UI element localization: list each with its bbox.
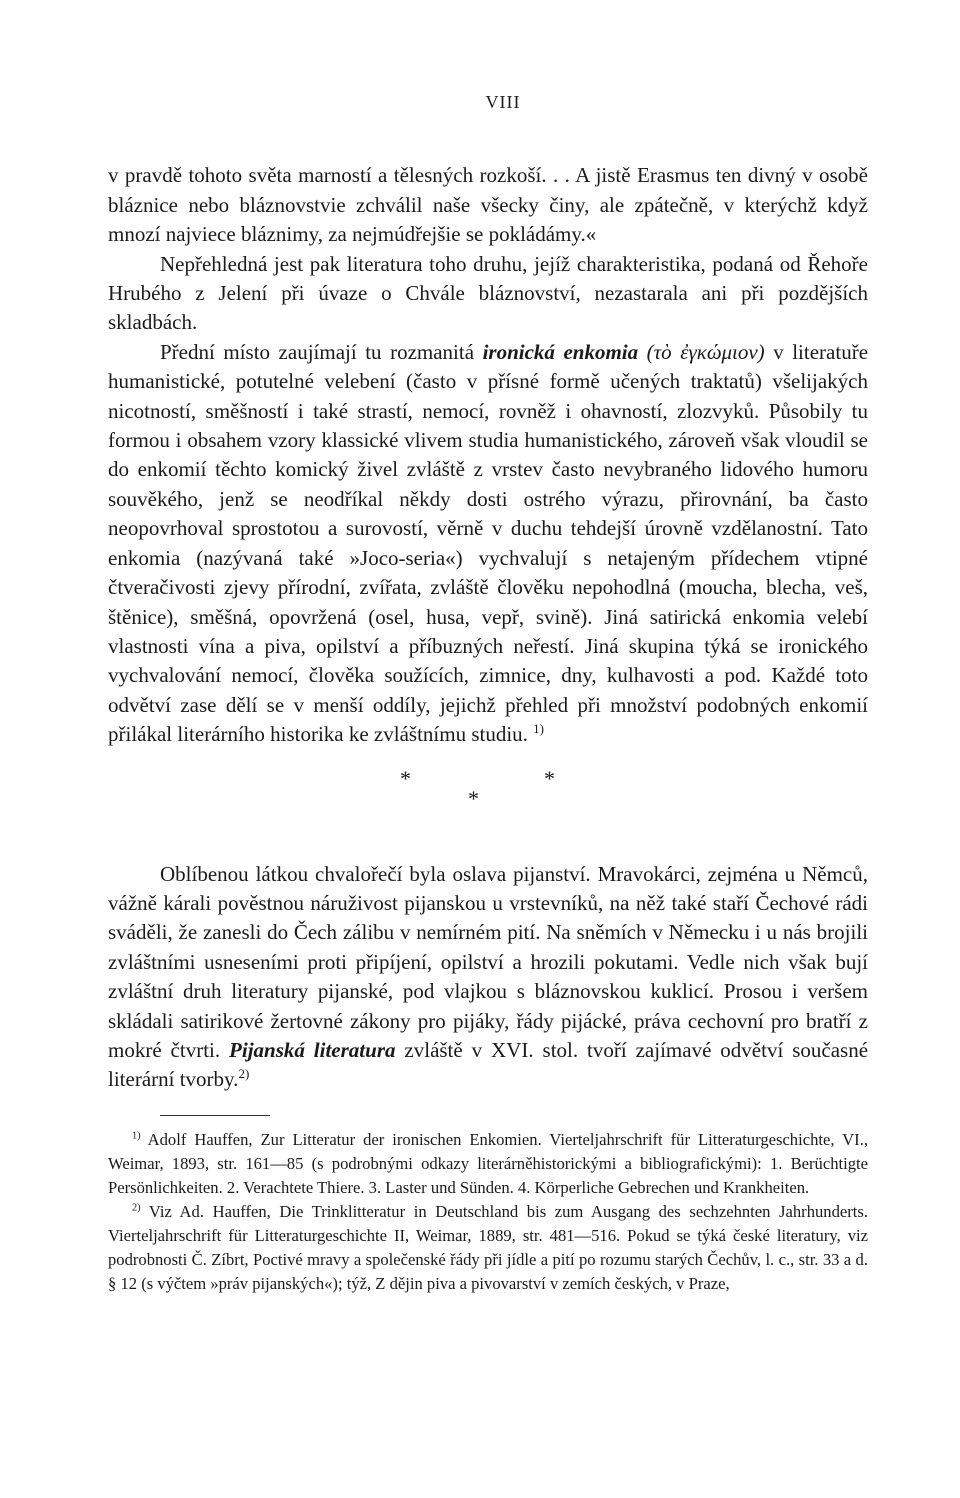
paragraph-3-text-rest: v literatuře humanistické, potutelné velebení (často v přísné formě učených traktatů) všelijakých nicotností, směšností i také strastí, nemocí, rovněž i ohavností, zlozvyků. Působily tu formou i obsahem vzory klassické vlivem studia humanistického, zároveň však vloudil se do enkomií těchto komický živel zvláště z vrstev často nevybraného lidového humoru souvěkého, jenž se neodříkal někdy dosti ostrého výrazu, přirovnání, ba často neopovrhoval sprostotou a surovostí, věrně v duchu tehdejší úrovně vzdělanostní. Tato enkomia (nazývaná také »Joco-seria«) vychvalují s netajeným přídechem vtipné čtveračivosti zjevy přírodní, zvířata, zvláště člověku nepohodlná (moucha, blecha, veš, štěnice), směšná, opovržená (osel, husa, vepř, svině). Jiná satirická enkomia velebí vlastnosti vína a piva, opilství a příbuzných neřestí. Jiná skupina týká se ironického vychvalování nemocí, člověka soužících, zimnice, dny, kulhavosti a pod. Každé toto odvětví zase dělí se v menší oddíly, jejichž přehled při množství podobných enkomií přilákal literárního historika ke zvláštnímu studiu. (108, 339, 869, 747)
section-separator (108, 764, 868, 846)
page-number: VIII (485, 92, 521, 112)
footnote-2 (108, 1200, 868, 1296)
main-text-section-2 (108, 860, 868, 1095)
paragraph-1: v pravdě tohoto světa marností a tělesných rozkoší. . . A jistě Erasmus ten divný v osobě bláznice nebo bláznovstvie zchválil naše všecky činy, ale zpátečně, v kterýchž když mnozí najviece bláznimy, za nejmúdřejšie se pokládámy.« (108, 163, 868, 247)
main-text (108, 161, 868, 749)
separator-star: * (468, 785, 479, 811)
separator-star: * (544, 765, 555, 791)
footnote-1-mark: 1) (132, 1130, 141, 1142)
greek-term: (τὸ ἐγκώμιον) (646, 339, 765, 364)
footnote-divider (160, 1115, 270, 1116)
footnote-ref-1[interactable]: 1) (533, 721, 545, 737)
paragraph-3-text-start: Přední místo zaujímají tu rozmanitá (160, 339, 483, 364)
footnote-1-text: Adolf Hauffen, Zur Litteratur der ironischen Enkomien. Vierteljahrschrift für Litteraturgeschichte, VI., Weimar, 1893, str. 161—85 (s podrobnými odkazy literárněhistorickými a bibliografickými): 1. Berüchtigte Persönlichkeiten. 2. Verachtete Thiere. 3. Laster und Sünden. 4. Körperliche Gebrechen und Krankheiten. (108, 1129, 868, 1197)
paragraph-3 (108, 338, 868, 750)
paragraph-4-text-start: Oblíbenou látkou chvalořečí byla oslava pijanství. Mravokárci, zejména u Němců, vážně kárali pověstnou náruživost pijanskou u vrstevníků, na něž také staří Čechové rádi sváděli, že zanesli do Čech zálibu v nemírném pití. Na sněmích v Německu i u nás brojili zvláštními usneseními proti připíjení, opilství a hrozili pokutami. Vedle nich však bují zvláštní druh literatury pijanské, pod vlajkou s bláznovskou kuklicí. Prosou i veršem skládali satirikové žertovné zákony pro pijáky, řády pijácké, práva cechovní pro bratří z mokré čtvrti. (108, 861, 868, 1062)
separator-star: * (400, 765, 411, 791)
footnote-ref-2[interactable]: 2) (238, 1066, 250, 1082)
footnote-1 (108, 1128, 868, 1200)
footnote-2-text: Viz Ad. Hauffen, Die Trinklitteratur in Deutschland bis zum Ausgang des sechzehnten Jahrhunderts. Vierteljahrschrift für Litteraturgeschichte II, Weimar, 1889, str. 481—516. Pokud se týká české literatury, viz podrobnosti Č. Zíbrt, Poctivé mravy a společenské řády při jídle a pití po rozumu starých Čechův, l. c., str. 33 a d. § 12 (s výčtem »práv pijanských«); týž, Z dějin piva a pivovarství v zemích českých, v Praze, (108, 1201, 868, 1293)
paragraph-4 (108, 860, 868, 1095)
footnote-2-mark: 2) (132, 1202, 141, 1214)
paragraph-4-text-rest: zvláště v XVI. stol. tvoří zajímavé odvětví současné literární tvorby. (108, 1037, 869, 1092)
paragraph-2: Nepřehledná jest pak literatura toho druhu, jejíž charakteristika, podaná od Řehoře Hrubého z Jelení při úvaze o Chvále bláznovství, nezastarala ani při pozdějších skladbách. (108, 251, 868, 335)
ironicka-enkomia-term: ironická enkomia (482, 339, 639, 364)
pijanska-literatura-term: Pijanská literatura (229, 1037, 396, 1062)
footnotes (108, 1128, 868, 1296)
